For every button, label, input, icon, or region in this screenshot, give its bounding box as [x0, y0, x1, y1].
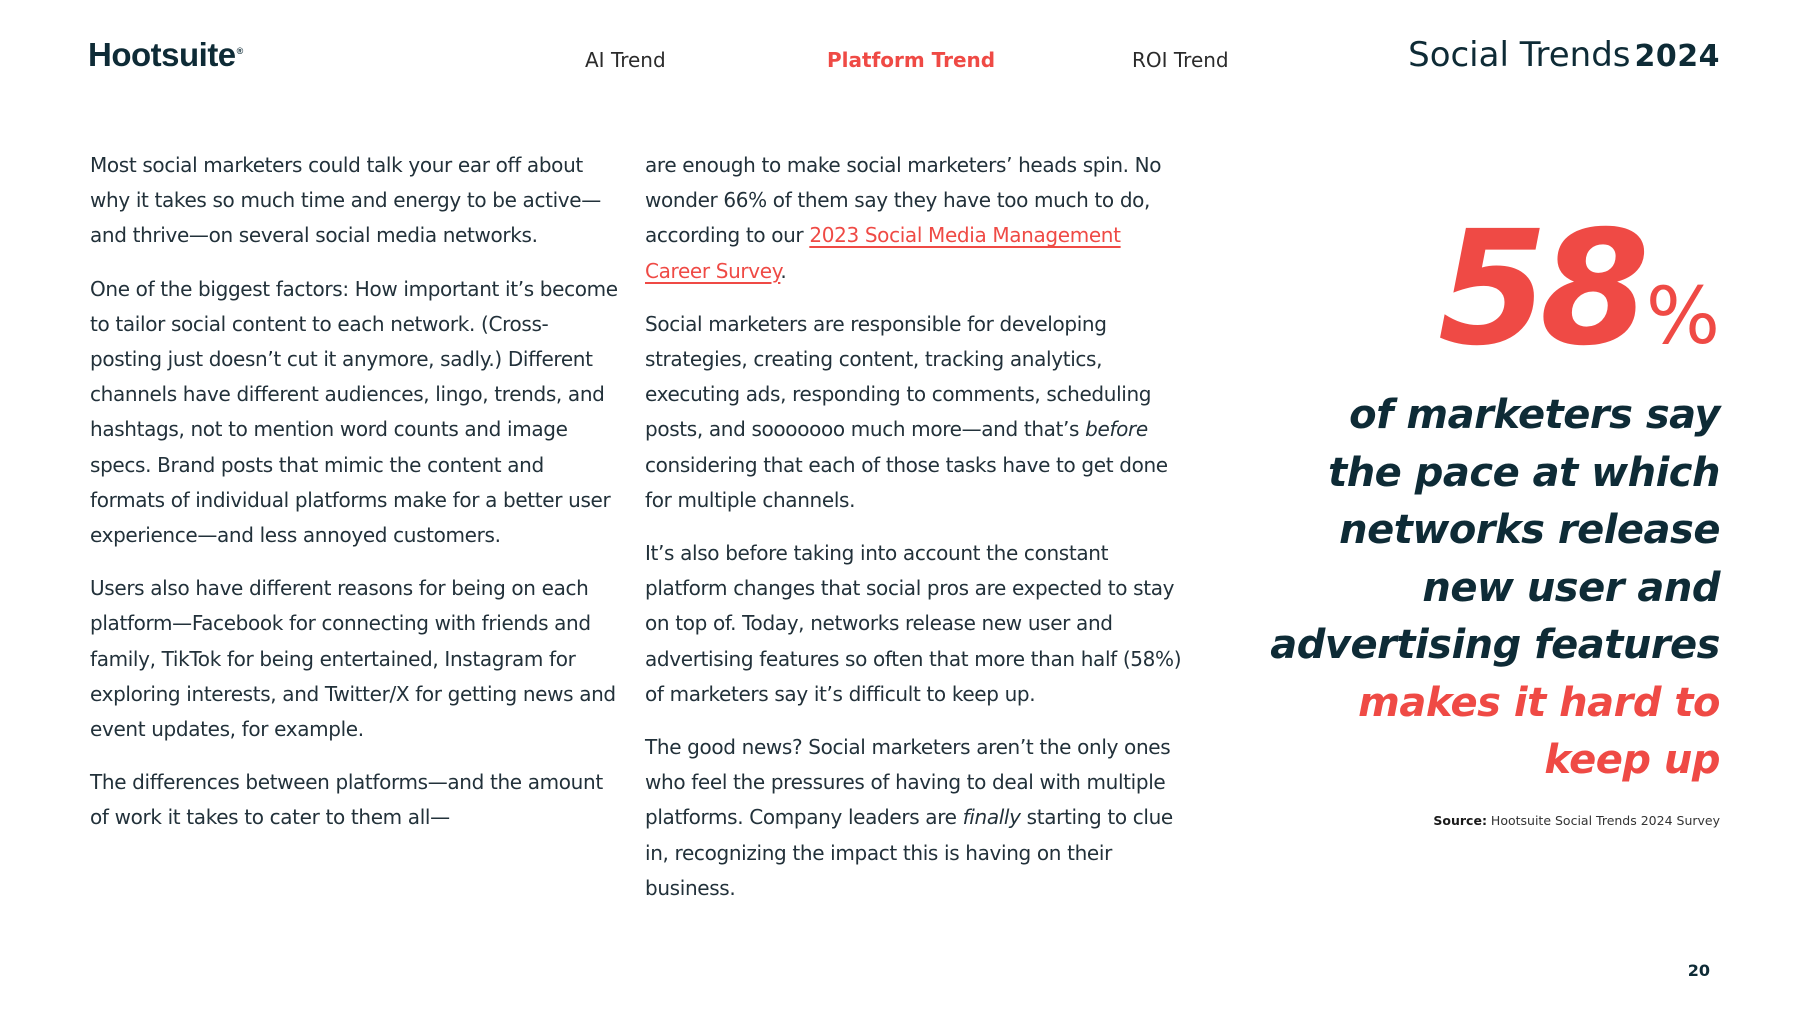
headline-line: the pace at which — [1328, 449, 1720, 496]
headline-accent-line: makes it hard to — [1358, 679, 1720, 726]
headline-line: networks release — [1339, 507, 1720, 553]
headline-line: advertising features — [1270, 622, 1720, 668]
paragraph: It’s also before taking into account the constant platform changes that social pros are expected to stay on top of. Today, networks release new user and advertising features so often that more than half (58%) of marketers say it’s difficult to keep up. — [645, 541, 1182, 706]
paragraph — [645, 148, 1190, 289]
registered-mark: ® — [236, 46, 243, 56]
page-number: 20 — [1687, 961, 1710, 980]
brand-title: Social Trends — [1408, 35, 1631, 75]
headline-line: of marketers say — [1349, 392, 1720, 438]
career-survey-link[interactable]: 2023 Social Media Management Career Survey — [645, 223, 1121, 283]
paragraph-text: . — [780, 258, 787, 283]
paragraph — [645, 730, 1190, 906]
paragraph-text: Social marketers are responsible for developing strategies, creating content, tracking analytics, executing ads, responding to comments, scheduling posts, and sooooooo much more—and that’s — [645, 311, 1152, 442]
logo-text: Hootsuite — [88, 36, 236, 73]
social-trends-brand — [1408, 35, 1720, 75]
emphasis-text: before — [1085, 417, 1148, 442]
headline-line: new user and — [1422, 564, 1720, 611]
paragraph: Users also have different reasons for being on each platform—Facebook for connecting with friends and family, TikTok for being entertained, Instagram for exploring interests, and Twitter/X for getting news and event updates, for example. — [90, 576, 616, 742]
nav-ai-trend[interactable]: AI Trend — [585, 48, 666, 72]
paragraph: Most social marketers could talk your ear off about why it takes so much time and energy to be active—and thrive—on several social media networks. — [90, 153, 601, 248]
headline-accent-line: keep up — [1544, 737, 1720, 783]
paragraph-text: The good news? Social marketers aren’t the only ones who feel the pressures of having to deal with multiple platforms. Company leaders are — [645, 735, 1171, 830]
stat-number: 58 — [1438, 197, 1642, 381]
stat-percent-sign: % — [1645, 272, 1720, 362]
hootsuite-logo[interactable] — [88, 38, 243, 71]
stat-callout — [1438, 197, 1720, 381]
paragraph: One of the biggest factors: How important it’s become to tailor social content to each network. (Cross-posting just doesn’t cut it anymore, sadly.) Different channels have different audiences, lingo, trends, and hashtags, not to mention word counts and image specs. Brand posts that mimic the content and formats of individual platforms make for a better user experience—and less annoyed customers. — [90, 276, 618, 548]
source-text: Hootsuite Social Trends 2024 Survey — [1486, 813, 1720, 828]
source-label: Source: — [1433, 813, 1487, 828]
body-column-left — [90, 148, 620, 854]
body-column-right — [645, 148, 1190, 924]
source-note — [1433, 813, 1720, 829]
paragraph-text: are enough to make social marketers’ heads spin. No wonder 66% of them say they have too much to do, according to our — [645, 153, 1162, 248]
paragraph — [645, 307, 1190, 518]
paragraph: The differences between platforms—and the amount of work it takes to cater to them all— — [90, 770, 603, 830]
paragraph-text: starting to clue in, recognizing the impact this is having on their business. — [645, 805, 1173, 900]
nav-roi-trend[interactable]: ROI Trend — [1132, 48, 1229, 72]
brand-year: 2024 — [1634, 39, 1720, 74]
emphasis-text: finally — [962, 805, 1021, 830]
stat-headline — [1200, 387, 1720, 790]
paragraph-text: considering that each of those tasks have to get done for multiple channels. — [645, 452, 1168, 512]
nav-platform-trend[interactable]: Platform Trend — [827, 48, 996, 72]
